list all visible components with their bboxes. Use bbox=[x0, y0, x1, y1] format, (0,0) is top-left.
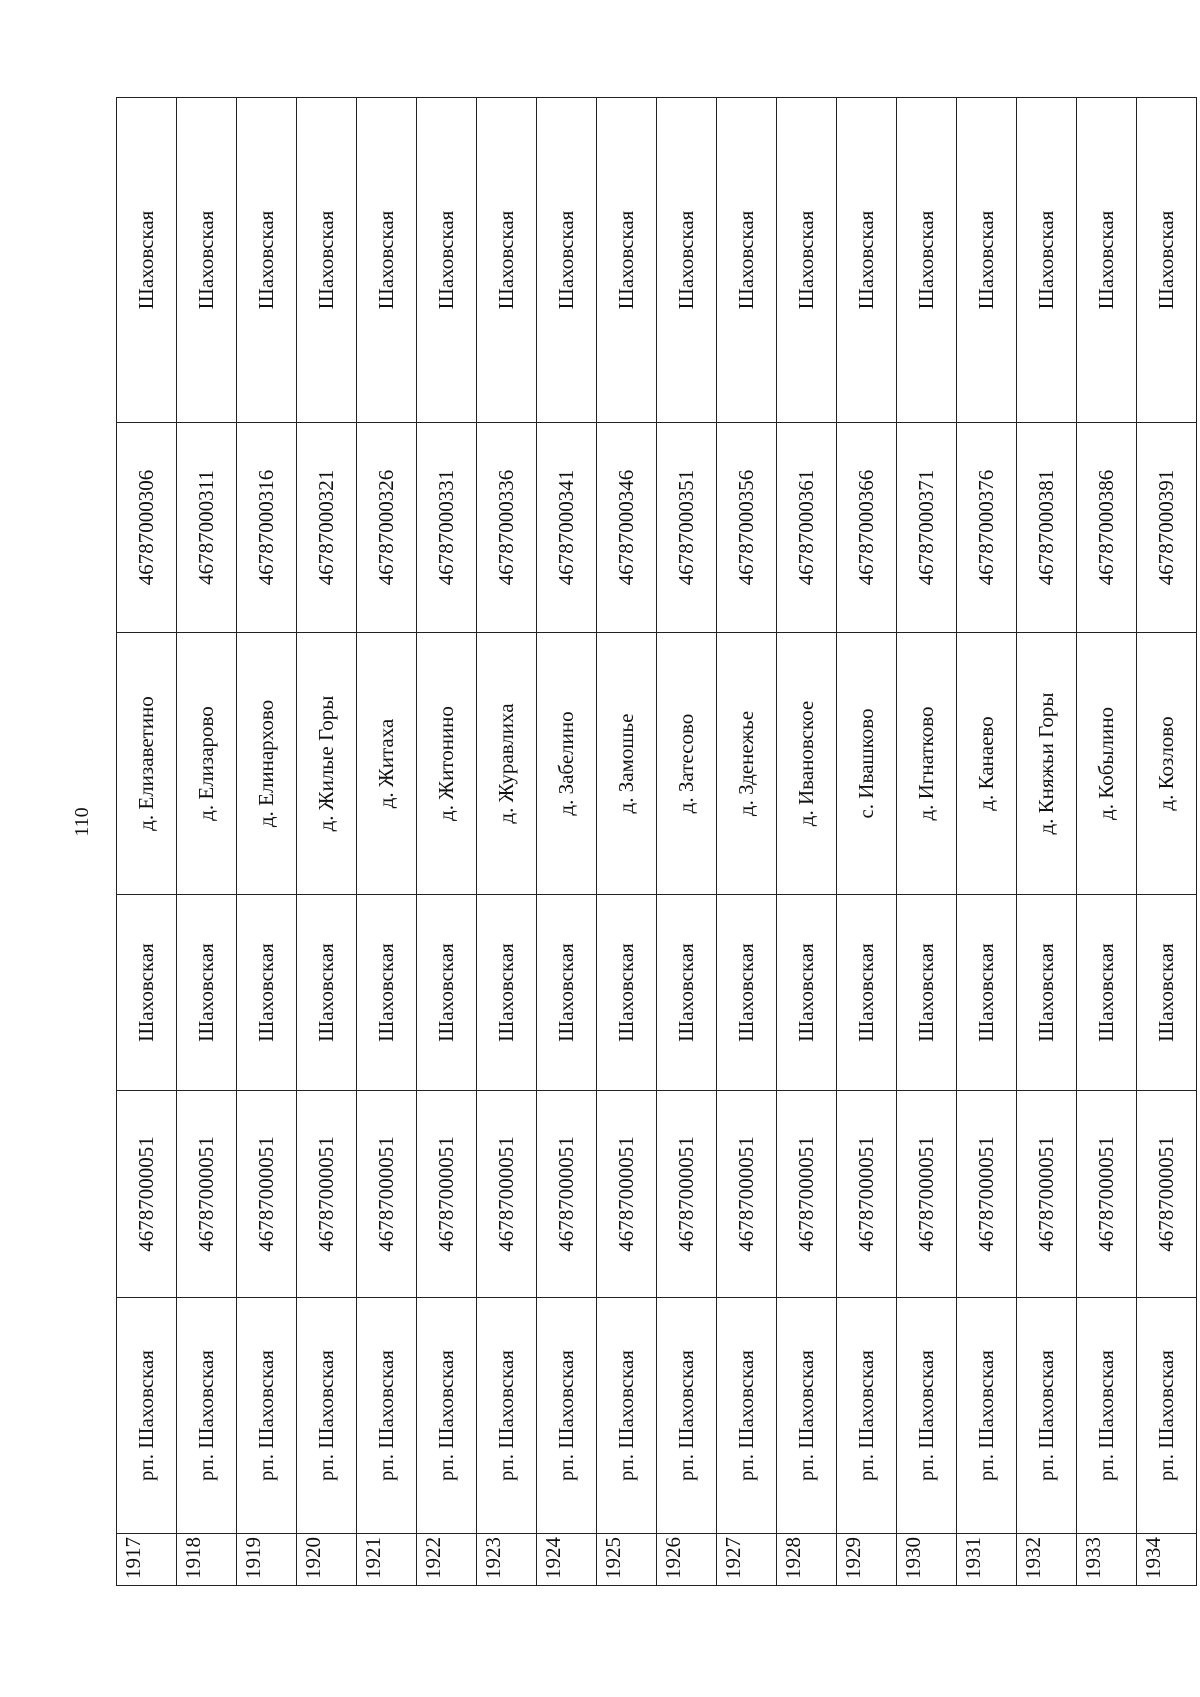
locality-name-cell: д. Елизарово bbox=[177, 633, 237, 895]
district-name-cell: Шаховская bbox=[417, 895, 477, 1091]
settlement-name-cell: рп. Шаховская bbox=[717, 1298, 777, 1534]
settlement-name-cell: рп. Шаховская bbox=[597, 1298, 657, 1534]
row-number-cell: 1930 bbox=[897, 1534, 957, 1586]
district-name-cell: Шаховская bbox=[957, 895, 1017, 1091]
table-row bbox=[957, 98, 1017, 1586]
table-row bbox=[237, 98, 297, 1586]
oktmo-code-locality-cell: 46787000386 bbox=[1077, 423, 1137, 633]
row-number-cell: 1931 bbox=[957, 1534, 1017, 1586]
oktmo-code-locality-cell: 46787000336 bbox=[477, 423, 537, 633]
table-row bbox=[1137, 98, 1197, 1586]
table-row bbox=[417, 98, 477, 1586]
settlement-name-cell: рп. Шаховская bbox=[777, 1298, 837, 1534]
district-name-cell: Шаховская bbox=[657, 895, 717, 1091]
table-row bbox=[1017, 98, 1077, 1586]
settlement-name-cell: рп. Шаховская bbox=[897, 1298, 957, 1534]
oktmo-code-settlement-cell: 46787000051 bbox=[1017, 1091, 1077, 1298]
table-row bbox=[477, 98, 537, 1586]
oktmo-code-settlement-cell: 46787000051 bbox=[297, 1091, 357, 1298]
row-number-cell: 1918 bbox=[177, 1534, 237, 1586]
district-name-cell: Шаховская bbox=[357, 98, 417, 423]
table-row bbox=[177, 98, 237, 1586]
row-number-cell: 1927 bbox=[717, 1534, 777, 1586]
settlement-name-cell: рп. Шаховская bbox=[117, 1298, 177, 1534]
district-name-cell: Шаховская bbox=[717, 98, 777, 423]
district-name-cell: Шаховская bbox=[357, 895, 417, 1091]
table-container bbox=[116, 98, 1178, 1586]
table-row bbox=[837, 98, 897, 1586]
table-row bbox=[777, 98, 837, 1586]
locality-name-cell: д. Елизаветино bbox=[117, 633, 177, 895]
settlement-name-cell: рп. Шаховская bbox=[537, 1298, 597, 1534]
oktmo-code-locality-cell: 46787000341 bbox=[537, 423, 597, 633]
row-number-cell: 1928 bbox=[777, 1534, 837, 1586]
locality-name-cell: д. Елинархово bbox=[237, 633, 297, 895]
oktmo-code-locality-cell: 46787000316 bbox=[237, 423, 297, 633]
row-number-cell: 1917 bbox=[117, 1534, 177, 1586]
settlement-name-cell: рп. Шаховская bbox=[237, 1298, 297, 1534]
locality-name-cell: д. Зденежье bbox=[717, 633, 777, 895]
district-name-cell: Шаховская bbox=[537, 98, 597, 423]
district-name-cell: Шаховская bbox=[237, 895, 297, 1091]
oktmo-code-settlement-cell: 46787000051 bbox=[657, 1091, 717, 1298]
district-name-cell: Шаховская bbox=[177, 98, 237, 423]
table-row bbox=[597, 98, 657, 1586]
row-number-cell: 1924 bbox=[537, 1534, 597, 1586]
oktmo-code-settlement-cell: 46787000051 bbox=[177, 1091, 237, 1298]
oktmo-code-locality-cell: 46787000356 bbox=[717, 423, 777, 633]
locality-name-cell: д. Козлово bbox=[1137, 633, 1197, 895]
settlement-name-cell: рп. Шаховская bbox=[177, 1298, 237, 1534]
settlement-name-cell: рп. Шаховская bbox=[1077, 1298, 1137, 1534]
oktmo-code-settlement-cell: 46787000051 bbox=[537, 1091, 597, 1298]
district-name-cell: Шаховская bbox=[597, 895, 657, 1091]
oktmo-code-settlement-cell: 46787000051 bbox=[357, 1091, 417, 1298]
district-name-cell: Шаховская bbox=[477, 895, 537, 1091]
locality-name-cell: д. Житаха bbox=[357, 633, 417, 895]
oktmo-code-settlement-cell: 46787000051 bbox=[1077, 1091, 1137, 1298]
oktmo-code-settlement-cell: 46787000051 bbox=[477, 1091, 537, 1298]
district-name-cell: Шаховская bbox=[657, 98, 717, 423]
oktmo-code-locality-cell: 46787000321 bbox=[297, 423, 357, 633]
row-number-cell: 1929 bbox=[837, 1534, 897, 1586]
district-name-cell: Шаховская bbox=[1077, 895, 1137, 1091]
district-name-cell: Шаховская bbox=[417, 98, 477, 423]
row-number-cell: 1920 bbox=[297, 1534, 357, 1586]
locality-name-cell: д. Кобылино bbox=[1077, 633, 1137, 895]
table-row bbox=[357, 98, 417, 1586]
oktmo-code-settlement-cell: 46787000051 bbox=[897, 1091, 957, 1298]
locality-name-cell: д. Журавлиха bbox=[477, 633, 537, 895]
oktmo-code-settlement-cell: 46787000051 bbox=[957, 1091, 1017, 1298]
district-name-cell: Шаховская bbox=[1017, 98, 1077, 423]
oktmo-code-locality-cell: 46787000371 bbox=[897, 423, 957, 633]
oktmo-code-settlement-cell: 46787000051 bbox=[597, 1091, 657, 1298]
settlement-name-cell: рп. Шаховская bbox=[957, 1298, 1017, 1534]
oktmo-code-settlement-cell: 46787000051 bbox=[777, 1091, 837, 1298]
oktmo-code-locality-cell: 46787000346 bbox=[597, 423, 657, 633]
table-row bbox=[117, 98, 177, 1586]
row-number-cell: 1925 bbox=[597, 1534, 657, 1586]
locality-name-cell: д. Затесово bbox=[657, 633, 717, 895]
locality-name-cell: д. Житонино bbox=[417, 633, 477, 895]
table-row bbox=[297, 98, 357, 1586]
oktmo-code-settlement-cell: 46787000051 bbox=[717, 1091, 777, 1298]
oktmo-code-locality-cell: 46787000376 bbox=[957, 423, 1017, 633]
district-name-cell: Шаховская bbox=[897, 895, 957, 1091]
locality-name-cell: д. Канаево bbox=[957, 633, 1017, 895]
row-number-cell: 1921 bbox=[357, 1534, 417, 1586]
district-name-cell: Шаховская bbox=[477, 98, 537, 423]
oktmo-code-settlement-cell: 46787000051 bbox=[837, 1091, 897, 1298]
settlement-name-cell: рп. Шаховская bbox=[837, 1298, 897, 1534]
oktmo-code-locality-cell: 46787000306 bbox=[117, 423, 177, 633]
oktmo-code-settlement-cell: 46787000051 bbox=[117, 1091, 177, 1298]
locality-name-cell: д. Игнатково bbox=[897, 633, 957, 895]
row-number-cell: 1932 bbox=[1017, 1534, 1077, 1586]
locality-name-cell: д. Замошье bbox=[597, 633, 657, 895]
row-number-cell: 1933 bbox=[1077, 1534, 1137, 1586]
row-number-cell: 1922 bbox=[417, 1534, 477, 1586]
settlement-name-cell: рп. Шаховская bbox=[1137, 1298, 1197, 1534]
table-row bbox=[537, 98, 597, 1586]
district-name-cell: Шаховская bbox=[297, 895, 357, 1091]
oktmo-code-settlement-cell: 46787000051 bbox=[237, 1091, 297, 1298]
district-name-cell: Шаховская bbox=[837, 98, 897, 423]
district-name-cell: Шаховская bbox=[1137, 98, 1197, 423]
table-body bbox=[117, 98, 1197, 1586]
district-name-cell: Шаховская bbox=[777, 895, 837, 1091]
row-number-cell: 1926 bbox=[657, 1534, 717, 1586]
oktmo-code-settlement-cell: 46787000051 bbox=[417, 1091, 477, 1298]
district-name-cell: Шаховская bbox=[1137, 895, 1197, 1091]
settlements-table bbox=[116, 97, 1197, 1586]
district-name-cell: Шаховская bbox=[237, 98, 297, 423]
oktmo-code-settlement-cell: 46787000051 bbox=[1137, 1091, 1197, 1298]
oktmo-code-locality-cell: 46787000351 bbox=[657, 423, 717, 633]
settlement-name-cell: рп. Шаховская bbox=[657, 1298, 717, 1534]
district-name-cell: Шаховская bbox=[117, 98, 177, 423]
locality-name-cell: д. Ивановское bbox=[777, 633, 837, 895]
table-row bbox=[657, 98, 717, 1586]
district-name-cell: Шаховская bbox=[957, 98, 1017, 423]
oktmo-code-locality-cell: 46787000366 bbox=[837, 423, 897, 633]
oktmo-code-locality-cell: 46787000391 bbox=[1137, 423, 1197, 633]
settlement-name-cell: рп. Шаховская bbox=[357, 1298, 417, 1534]
settlement-name-cell: рп. Шаховская bbox=[1017, 1298, 1077, 1534]
oktmo-code-locality-cell: 46787000326 bbox=[357, 423, 417, 633]
row-number-cell: 1923 bbox=[477, 1534, 537, 1586]
district-name-cell: Шаховская bbox=[537, 895, 597, 1091]
district-name-cell: Шаховская bbox=[837, 895, 897, 1091]
oktmo-code-locality-cell: 46787000361 bbox=[777, 423, 837, 633]
district-name-cell: Шаховская bbox=[1017, 895, 1077, 1091]
district-name-cell: Шаховская bbox=[117, 895, 177, 1091]
district-name-cell: Шаховская bbox=[897, 98, 957, 423]
table-row bbox=[1077, 98, 1137, 1586]
oktmo-code-locality-cell: 46787000311 bbox=[177, 423, 237, 633]
locality-name-cell: с. Ивашково bbox=[837, 633, 897, 895]
district-name-cell: Шаховская bbox=[777, 98, 837, 423]
district-name-cell: Шаховская bbox=[597, 98, 657, 423]
table-row bbox=[897, 98, 957, 1586]
settlement-name-cell: рп. Шаховская bbox=[417, 1298, 477, 1534]
district-name-cell: Шаховская bbox=[717, 895, 777, 1091]
row-number-cell: 1934 bbox=[1137, 1534, 1197, 1586]
oktmo-code-locality-cell: 46787000331 bbox=[417, 423, 477, 633]
locality-name-cell: д. Забелино bbox=[537, 633, 597, 895]
district-name-cell: Шаховская bbox=[1077, 98, 1137, 423]
district-name-cell: Шаховская bbox=[297, 98, 357, 423]
locality-name-cell: д. Жилые Горы bbox=[297, 633, 357, 895]
locality-name-cell: д. Княжьи Горы bbox=[1017, 633, 1077, 895]
row-number-cell: 1919 bbox=[237, 1534, 297, 1586]
district-name-cell: Шаховская bbox=[177, 895, 237, 1091]
settlement-name-cell: рп. Шаховская bbox=[477, 1298, 537, 1534]
oktmo-code-locality-cell: 46787000381 bbox=[1017, 423, 1077, 633]
settlement-name-cell: рп. Шаховская bbox=[297, 1298, 357, 1534]
table-row bbox=[717, 98, 777, 1586]
page-number: 110 bbox=[71, 807, 93, 837]
